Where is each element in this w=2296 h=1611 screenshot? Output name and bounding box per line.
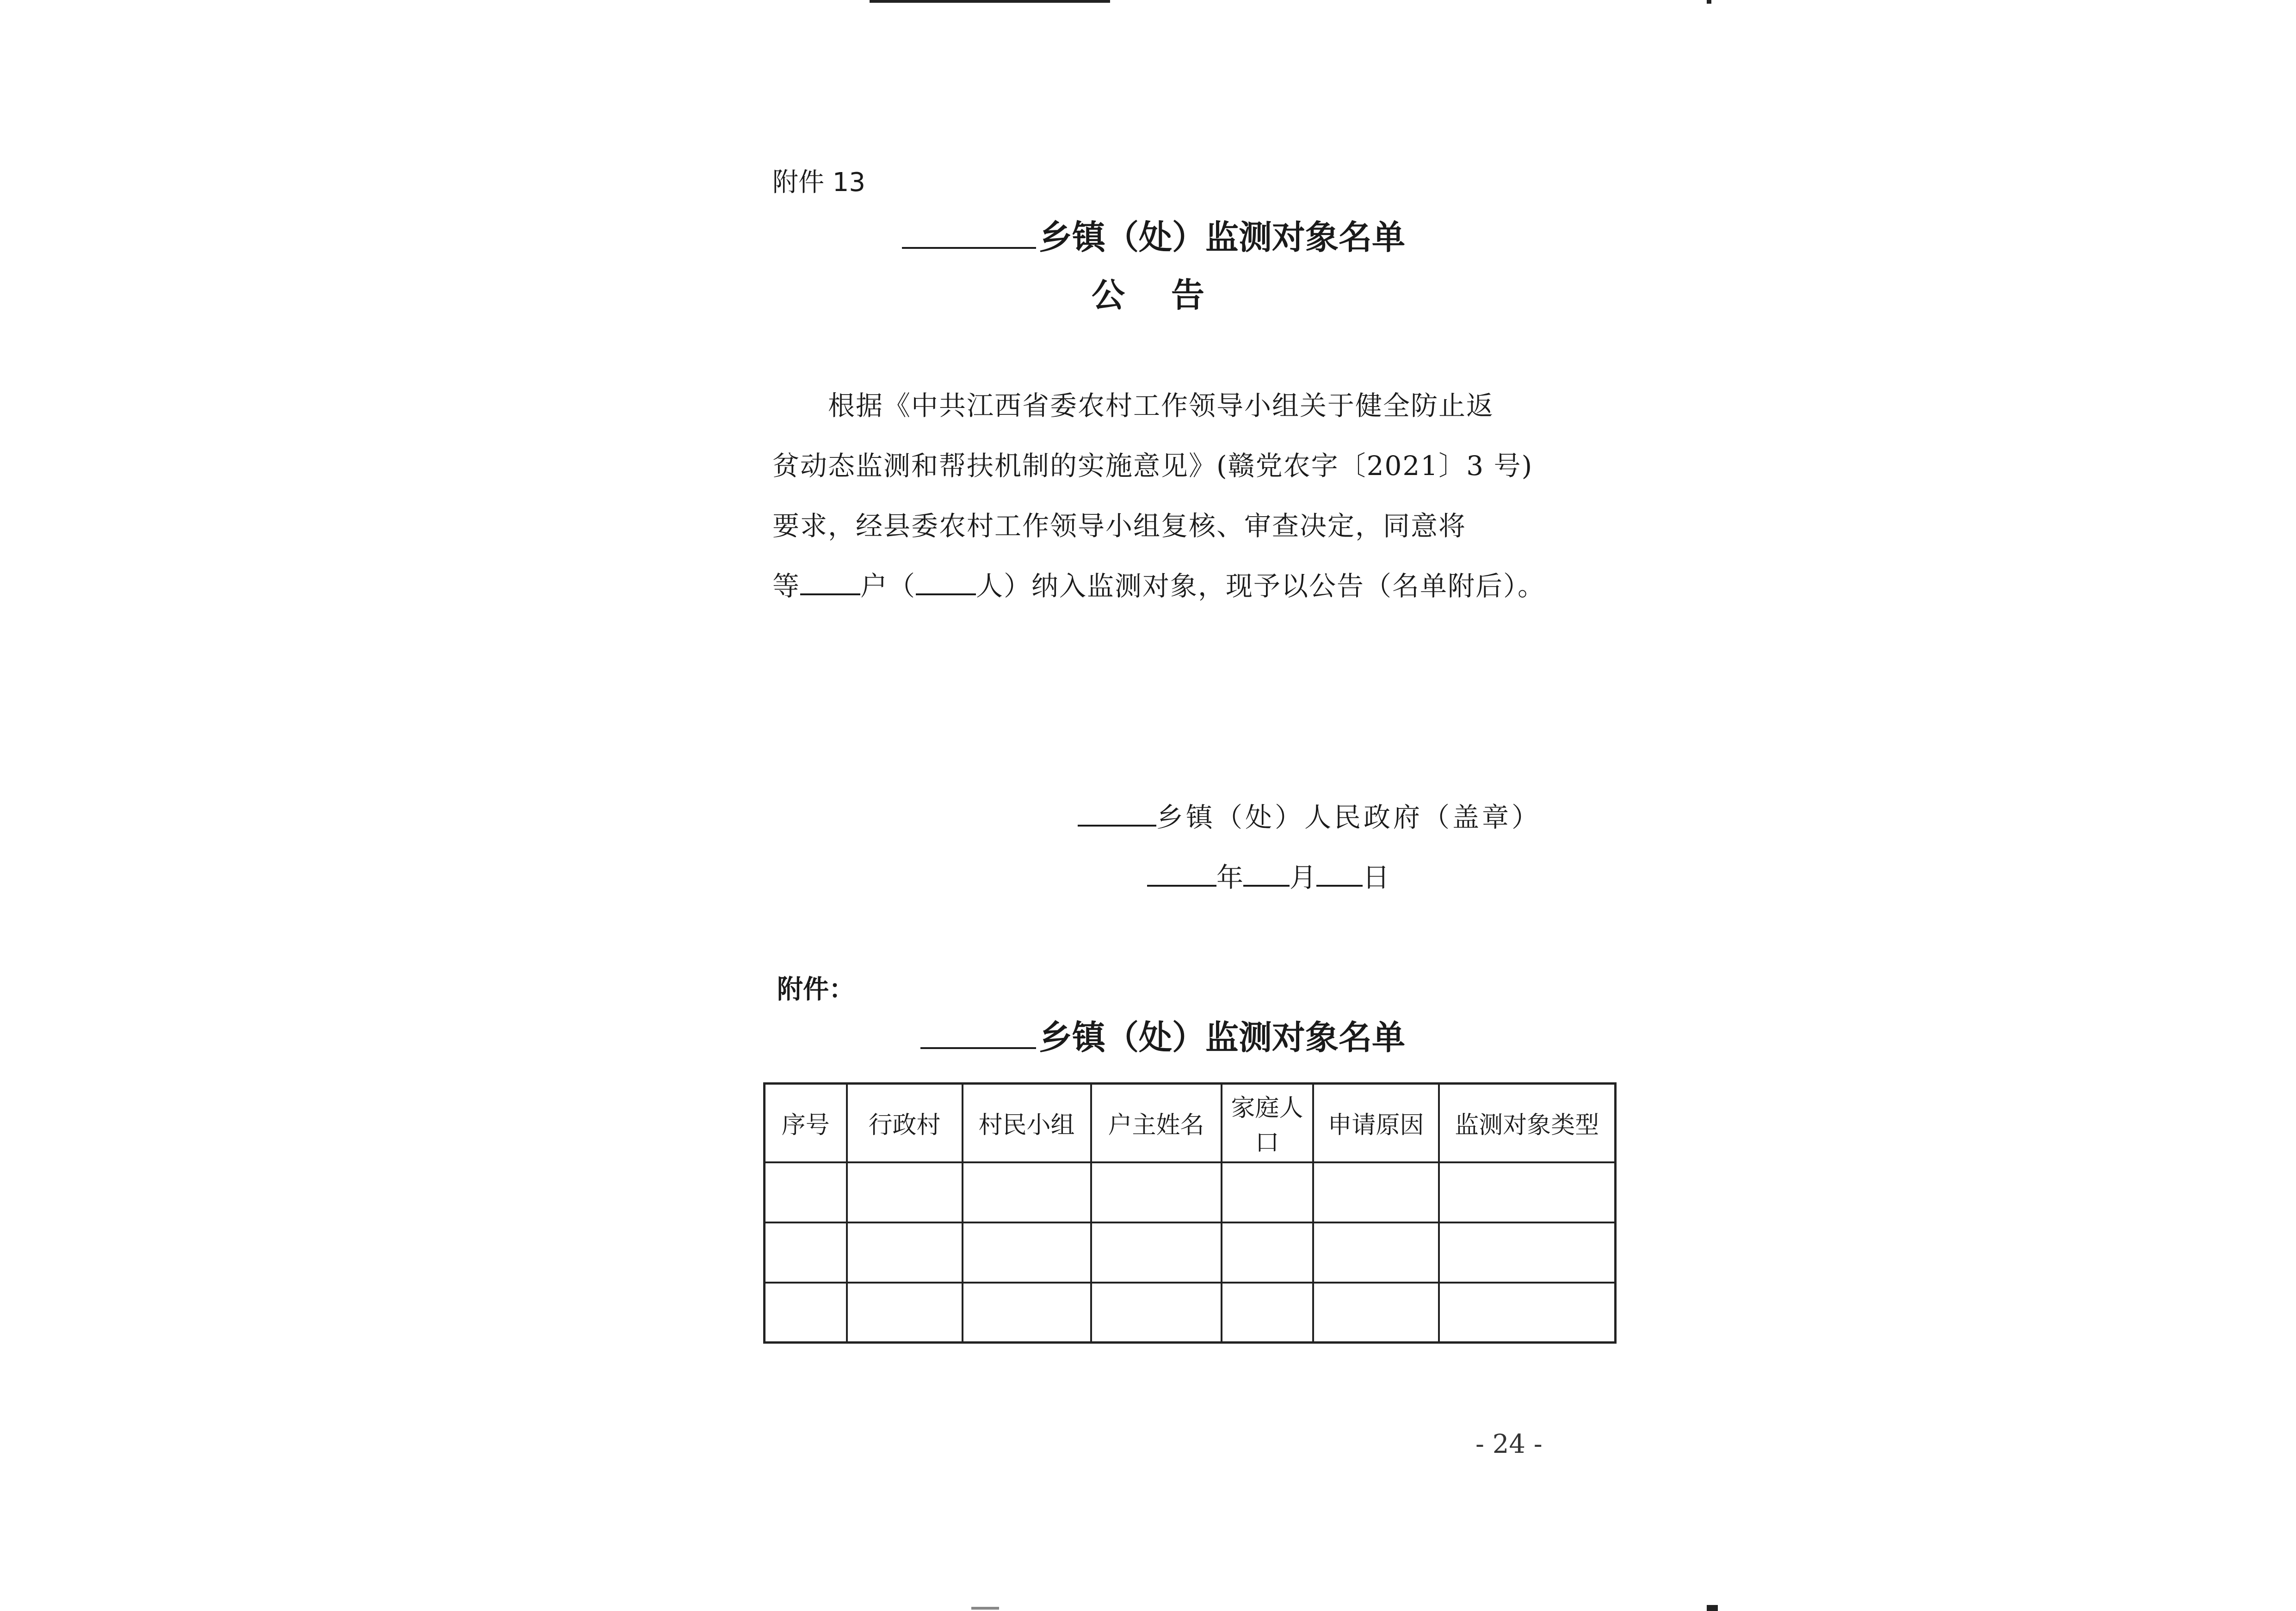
monitoring-roster-table [763,1082,1617,1344]
body-line-4-b: 户（ [860,570,916,602]
list-title [920,1011,1405,1059]
scan-artifact [971,1607,999,1610]
header-villager-group: 村民小组 [963,1084,1091,1162]
header-family-size: 家庭人口 [1222,1084,1313,1162]
table-cell [1439,1222,1616,1283]
table-cell [1222,1162,1313,1222]
scan-artifact [1707,1605,1718,1611]
table-cell [1439,1283,1616,1343]
attachment2-label: 附件： [777,975,855,1005]
table-cell [1313,1283,1439,1343]
document-title [902,210,1405,259]
month-blank [1243,859,1290,887]
body-line-4-a: 等 [772,570,801,602]
scan-artifact [1707,0,1711,4]
document-title-text: 乡镇（处）监测对象名单 [1039,217,1406,257]
government-signature-text: 乡镇（处）人民政府（盖章） [1156,802,1542,833]
scan-artifact [870,0,1110,3]
body-line-4-c: 人）纳入监测对象，现予以公告（名单附后）。 [976,570,1546,602]
day-blank [1316,859,1363,887]
table-cell [1222,1283,1313,1343]
header-application-reason: 申请原因 [1313,1084,1439,1162]
year-blank [1147,859,1216,887]
page-number: - 24 - [1475,1429,1543,1459]
header-household-head-name: 户主姓名 [1091,1084,1222,1162]
table-cell [765,1162,847,1222]
year-label: 年 [1216,862,1244,893]
household-count-blank [800,568,860,595]
table-cell [1313,1162,1439,1222]
table-cell [765,1283,847,1343]
table-cell [1091,1283,1222,1343]
body-line-2: 贫动态监测和帮扶机制的实施意见》(赣党农字〔2021〕3 号) [772,450,1533,481]
body-line-1: 根据《中共江西省委农村工作领导小组关于健全防止返 [828,390,1494,421]
table-cell [1091,1222,1222,1283]
table-cell [1222,1222,1313,1283]
signature-date [1147,856,1389,895]
day-label: 日 [1363,862,1390,893]
table-header-row [765,1084,1616,1162]
town-blank [902,215,1036,249]
header-serial-number: 序号 [765,1084,847,1162]
list-town-blank [920,1015,1036,1049]
attachment-label: 附件 13 [772,167,866,198]
header-monitoring-type: 监测对象类型 [1439,1084,1616,1162]
table-cell [963,1162,1091,1222]
header-administrative-village: 行政村 [847,1084,963,1162]
gov-town-blank [1078,799,1156,827]
table-row [765,1162,1616,1222]
table-cell [847,1283,963,1343]
table-cell [1439,1162,1616,1222]
government-signature [1078,796,1541,834]
body-line-4 [772,564,1545,603]
month-label: 月 [1290,862,1317,893]
table-cell [963,1222,1091,1283]
body-line-3: 要求，经县委农村工作领导小组复核、审查决定，同意将 [772,510,1467,542]
table-cell [765,1222,847,1283]
table-cell [1091,1162,1222,1222]
table-row [765,1283,1616,1343]
person-count-blank [916,568,976,595]
notice-heading: 公告 [1092,275,1251,315]
table-cell [847,1162,963,1222]
table-cell [1313,1222,1439,1283]
table-cell [847,1222,963,1283]
table-row [765,1222,1616,1283]
list-title-text: 乡镇（处）监测对象名单 [1039,1018,1406,1057]
table-cell [963,1283,1091,1343]
